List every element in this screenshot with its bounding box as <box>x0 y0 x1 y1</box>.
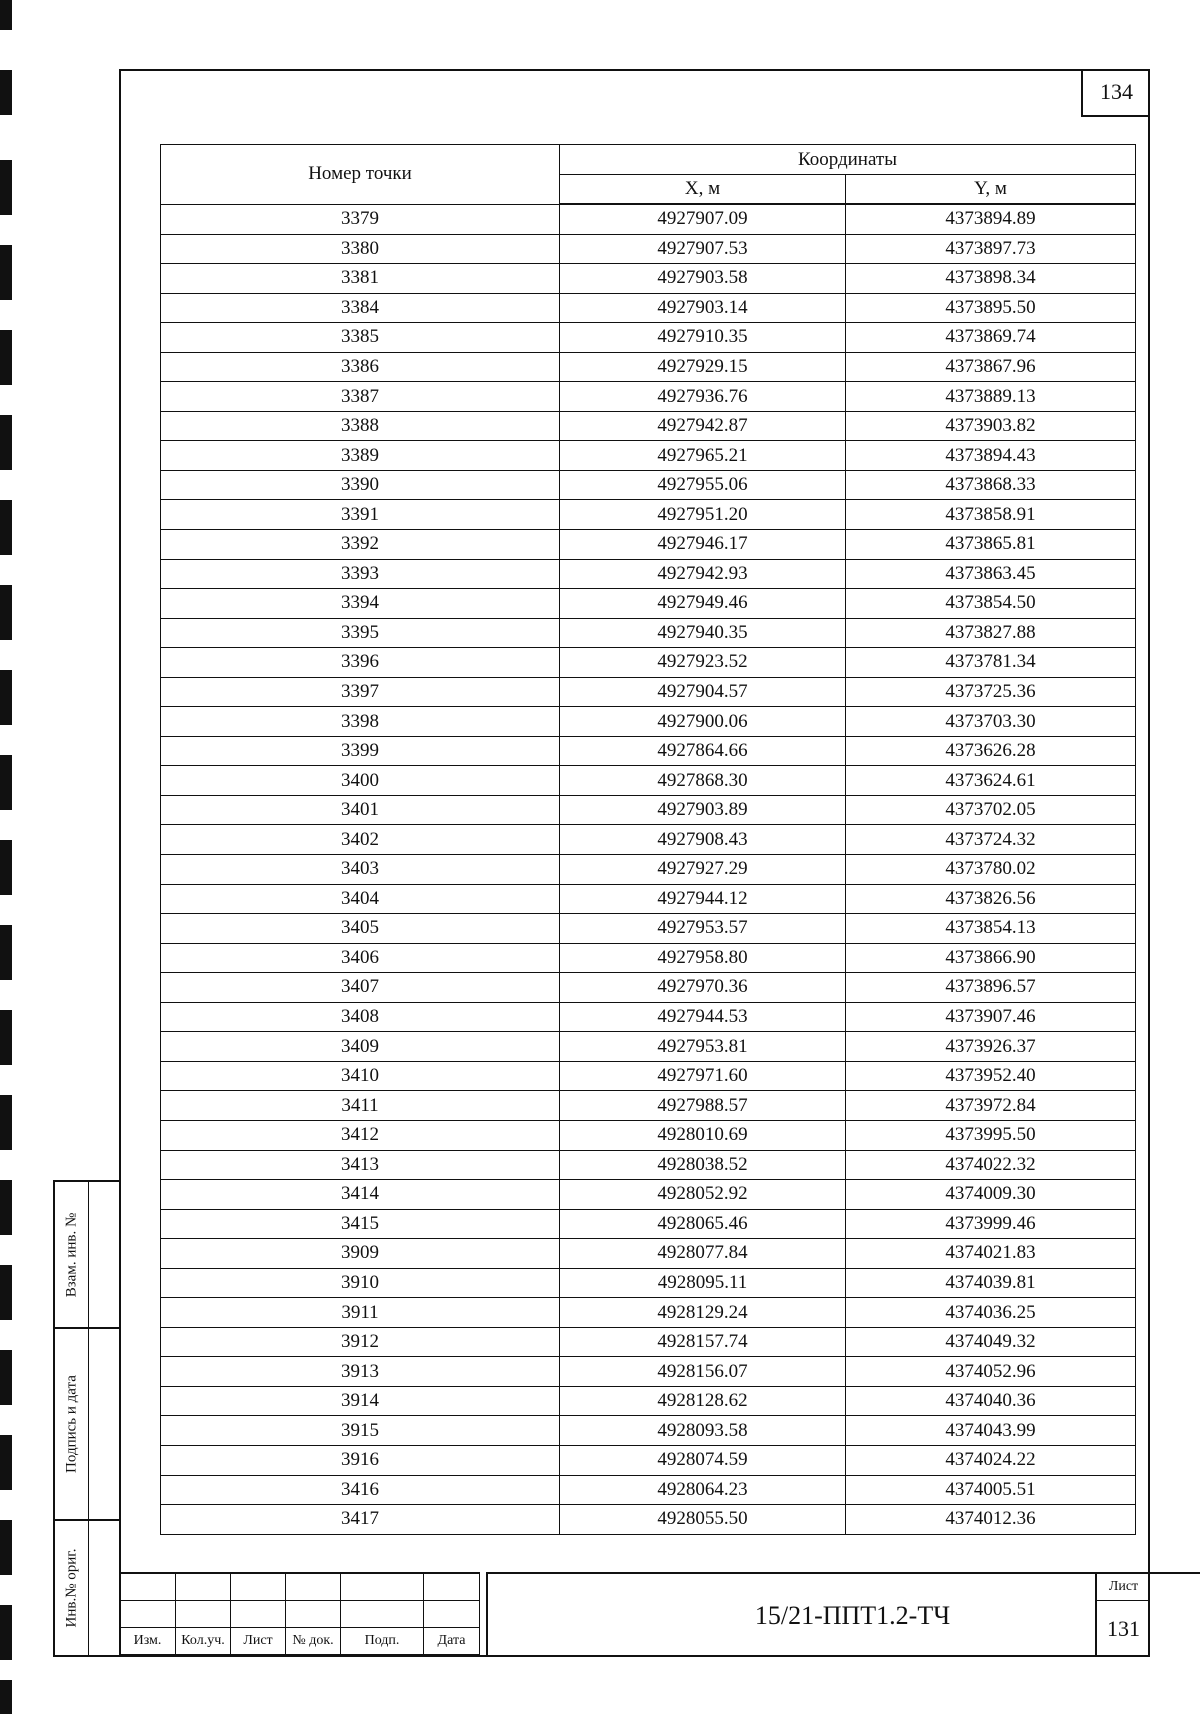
point-number-cell: 3409 <box>161 1032 560 1062</box>
table-row <box>161 1239 1136 1269</box>
x-coordinate-cell: 4927953.81 <box>560 1032 846 1062</box>
y-coordinate-cell: 4373780.02 <box>846 855 1136 885</box>
binding-mark <box>0 925 12 980</box>
y-coordinate-cell: 4373999.46 <box>846 1209 1136 1239</box>
header-point-number: Номер точки <box>161 145 560 205</box>
table-row <box>161 914 1136 944</box>
signature-date-label: Подпись и дата <box>63 1375 79 1473</box>
x-coordinate-cell: 4927940.35 <box>560 618 846 648</box>
document-code: 15/21-ППТ1.2-ТЧ <box>486 1572 1200 1657</box>
table-row <box>161 1032 1136 1062</box>
point-number-cell: 3402 <box>161 825 560 855</box>
point-number-cell: 3391 <box>161 500 560 530</box>
point-number-cell: 3413 <box>161 1150 560 1180</box>
binding-mark <box>0 1350 12 1405</box>
point-number-cell: 3415 <box>161 1209 560 1239</box>
x-coordinate-cell: 4927929.15 <box>560 352 846 382</box>
x-coordinate-cell: 4927946.17 <box>560 530 846 560</box>
binding-mark <box>0 1520 12 1575</box>
x-coordinate-cell: 4928095.11 <box>560 1268 846 1298</box>
point-number-cell: 3384 <box>161 293 560 323</box>
table-row <box>161 411 1136 441</box>
point-number-cell: 3406 <box>161 943 560 973</box>
table-row <box>161 234 1136 264</box>
y-coordinate-cell: 4373867.96 <box>846 352 1136 382</box>
y-coordinate-cell: 4373972.84 <box>846 1091 1136 1121</box>
point-number-cell: 3389 <box>161 441 560 471</box>
binding-mark <box>0 330 12 385</box>
table-row <box>161 441 1136 471</box>
table-row <box>161 1120 1136 1150</box>
y-coordinate-cell: 4373863.45 <box>846 559 1136 589</box>
x-coordinate-cell: 4928093.58 <box>560 1416 846 1446</box>
x-coordinate-cell: 4928055.50 <box>560 1505 846 1535</box>
y-coordinate-cell: 4374040.36 <box>846 1386 1136 1416</box>
x-coordinate-cell: 4927965.21 <box>560 441 846 471</box>
x-coordinate-cell: 4927904.57 <box>560 677 846 707</box>
y-coordinate-cell: 4373898.34 <box>846 264 1136 294</box>
x-coordinate-cell: 4928129.24 <box>560 1298 846 1328</box>
point-number-cell: 3417 <box>161 1505 560 1535</box>
y-coordinate-cell: 4373858.91 <box>846 500 1136 530</box>
table-body <box>161 204 1136 1534</box>
x-coordinate-cell: 4927951.20 <box>560 500 846 530</box>
y-coordinate-cell: 4374022.32 <box>846 1150 1136 1180</box>
x-coordinate-cell: 4927910.35 <box>560 323 846 353</box>
coordinates-table <box>160 144 1136 1535</box>
table-row <box>161 1180 1136 1210</box>
x-coordinate-cell: 4927958.80 <box>560 943 846 973</box>
y-coordinate-cell: 4374043.99 <box>846 1416 1136 1446</box>
x-coordinate-cell: 4927942.87 <box>560 411 846 441</box>
y-coordinate-cell: 4373952.40 <box>846 1061 1136 1091</box>
y-coordinate-cell: 4374012.36 <box>846 1505 1136 1535</box>
point-number-cell: 3404 <box>161 884 560 914</box>
point-number-cell: 3379 <box>161 204 560 234</box>
y-coordinate-cell: 4373724.32 <box>846 825 1136 855</box>
header-coordinates: Координаты <box>560 145 1136 175</box>
point-number-cell: 3407 <box>161 973 560 1003</box>
table-row <box>161 677 1136 707</box>
orig-inv-label: Инв.№ ориг. <box>63 1548 79 1628</box>
x-coordinate-cell: 4927868.30 <box>560 766 846 796</box>
table-row <box>161 795 1136 825</box>
table-row <box>161 1150 1136 1180</box>
col-signature: Подп. <box>341 1628 424 1655</box>
x-coordinate-cell: 4927927.29 <box>560 855 846 885</box>
x-coordinate-cell: 4927864.66 <box>560 736 846 766</box>
binding-mark <box>0 70 12 115</box>
point-number-cell: 3400 <box>161 766 560 796</box>
point-number-cell: 3393 <box>161 559 560 589</box>
binding-mark <box>0 500 12 555</box>
point-number-cell: 3392 <box>161 530 560 560</box>
x-coordinate-cell: 4928157.74 <box>560 1327 846 1357</box>
table-row <box>161 1209 1136 1239</box>
table-row <box>161 766 1136 796</box>
y-coordinate-cell: 4373624.61 <box>846 766 1136 796</box>
x-coordinate-cell: 4928077.84 <box>560 1239 846 1269</box>
y-coordinate-cell: 4373826.56 <box>846 884 1136 914</box>
table-row <box>161 352 1136 382</box>
point-number-cell: 3385 <box>161 323 560 353</box>
binding-mark <box>0 840 12 895</box>
y-coordinate-cell: 4374039.81 <box>846 1268 1136 1298</box>
point-number-cell: 3416 <box>161 1475 560 1505</box>
table-row <box>161 943 1136 973</box>
table-row <box>161 618 1136 648</box>
title-block <box>119 1572 1150 1657</box>
replaced-inv-label: Взам. инв. № <box>63 1212 79 1297</box>
table-row <box>161 1002 1136 1032</box>
side-stamp-signature-date <box>53 1327 120 1521</box>
table-row <box>161 736 1136 766</box>
x-coordinate-cell: 4928010.69 <box>560 1120 846 1150</box>
y-coordinate-cell: 4373854.50 <box>846 589 1136 619</box>
table-row <box>161 293 1136 323</box>
y-coordinate-cell: 4374036.25 <box>846 1298 1136 1328</box>
x-coordinate-cell: 4927944.53 <box>560 1002 846 1032</box>
point-number-cell: 3386 <box>161 352 560 382</box>
point-number-cell: 3398 <box>161 707 560 737</box>
binding-mark <box>0 1010 12 1065</box>
table-row <box>161 1445 1136 1475</box>
table-row <box>161 1386 1136 1416</box>
table-row <box>161 1298 1136 1328</box>
x-coordinate-cell: 4927971.60 <box>560 1061 846 1091</box>
y-coordinate-cell: 4373869.74 <box>846 323 1136 353</box>
binding-mark <box>0 755 12 810</box>
binding-mark <box>0 0 12 30</box>
binding-mark <box>0 1435 12 1490</box>
x-coordinate-cell: 4928128.62 <box>560 1386 846 1416</box>
side-stamp-replaced-inv <box>53 1180 120 1329</box>
point-number-cell: 3408 <box>161 1002 560 1032</box>
y-coordinate-cell: 4373725.36 <box>846 677 1136 707</box>
x-coordinate-cell: 4928156.07 <box>560 1357 846 1387</box>
binding-mark <box>0 1605 12 1660</box>
y-coordinate-cell: 4373896.57 <box>846 973 1136 1003</box>
y-coordinate-cell: 4374021.83 <box>846 1239 1136 1269</box>
y-coordinate-cell: 4373889.13 <box>846 382 1136 412</box>
y-coordinate-cell: 4374052.96 <box>846 1357 1136 1387</box>
revision-grid <box>119 1572 480 1655</box>
col-doc-no: № док. <box>286 1628 341 1655</box>
point-number-cell: 3388 <box>161 411 560 441</box>
x-coordinate-cell: 4927907.53 <box>560 234 846 264</box>
x-coordinate-cell: 4928052.92 <box>560 1180 846 1210</box>
point-number-cell: 3403 <box>161 855 560 885</box>
point-number-cell: 3913 <box>161 1357 560 1387</box>
y-coordinate-cell: 4373895.50 <box>846 293 1136 323</box>
binding-mark <box>0 245 12 300</box>
table-row <box>161 884 1136 914</box>
y-coordinate-cell: 4373897.73 <box>846 234 1136 264</box>
y-coordinate-cell: 4373868.33 <box>846 470 1136 500</box>
binding-mark <box>0 415 12 470</box>
table-row <box>161 589 1136 619</box>
table-row <box>161 855 1136 885</box>
point-number-cell: 3394 <box>161 589 560 619</box>
y-coordinate-cell: 4374005.51 <box>846 1475 1136 1505</box>
x-coordinate-cell: 4927944.12 <box>560 884 846 914</box>
col-date: Дата <box>424 1628 480 1655</box>
table-row <box>161 500 1136 530</box>
x-coordinate-cell: 4927949.46 <box>560 589 846 619</box>
point-number-cell: 3916 <box>161 1445 560 1475</box>
point-number-cell: 3381 <box>161 264 560 294</box>
point-number-cell: 3410 <box>161 1061 560 1091</box>
col-izm: Изм. <box>120 1628 176 1655</box>
x-coordinate-cell: 4927903.14 <box>560 293 846 323</box>
point-number-cell: 3387 <box>161 382 560 412</box>
point-number-cell: 3911 <box>161 1298 560 1328</box>
y-coordinate-cell: 4373903.82 <box>846 411 1136 441</box>
y-coordinate-cell: 4373894.89 <box>846 204 1136 234</box>
x-coordinate-cell: 4927953.57 <box>560 914 846 944</box>
x-coordinate-cell: 4927988.57 <box>560 1091 846 1121</box>
page-number: 134 <box>1081 69 1150 117</box>
binding-mark <box>0 160 12 215</box>
point-number-cell: 3909 <box>161 1239 560 1269</box>
table-row <box>161 1061 1136 1091</box>
point-number-cell: 3399 <box>161 736 560 766</box>
x-coordinate-cell: 4927903.58 <box>560 264 846 294</box>
table-row <box>161 1091 1136 1121</box>
table-row <box>161 648 1136 678</box>
point-number-cell: 3395 <box>161 618 560 648</box>
table-row <box>161 1416 1136 1446</box>
x-coordinate-cell: 4928065.46 <box>560 1209 846 1239</box>
table-row <box>161 973 1136 1003</box>
y-coordinate-cell: 4373781.34 <box>846 648 1136 678</box>
table-row <box>161 204 1136 234</box>
y-coordinate-cell: 4373827.88 <box>846 618 1136 648</box>
y-coordinate-cell: 4373865.81 <box>846 530 1136 560</box>
table-row <box>161 530 1136 560</box>
x-coordinate-cell: 4927970.36 <box>560 973 846 1003</box>
y-coordinate-cell: 4373866.90 <box>846 943 1136 973</box>
x-coordinate-cell: 4927955.06 <box>560 470 846 500</box>
binding-mark <box>0 585 12 640</box>
y-coordinate-cell: 4373702.05 <box>846 795 1136 825</box>
x-coordinate-cell: 4927900.06 <box>560 707 846 737</box>
col-kol-uch: Кол.уч. <box>176 1628 231 1655</box>
point-number-cell: 3912 <box>161 1327 560 1357</box>
table-row <box>161 1268 1136 1298</box>
point-number-cell: 3910 <box>161 1268 560 1298</box>
y-coordinate-cell: 4373854.13 <box>846 914 1136 944</box>
x-coordinate-cell: 4927908.43 <box>560 825 846 855</box>
point-number-cell: 3411 <box>161 1091 560 1121</box>
table-row <box>161 1327 1136 1357</box>
table-row <box>161 1475 1136 1505</box>
table-row <box>161 470 1136 500</box>
point-number-cell: 3397 <box>161 677 560 707</box>
binding-mark <box>0 1095 12 1150</box>
point-number-cell: 3401 <box>161 795 560 825</box>
header-x: X, м <box>560 175 846 205</box>
point-number-cell: 3396 <box>161 648 560 678</box>
table-row <box>161 382 1136 412</box>
x-coordinate-cell: 4927936.76 <box>560 382 846 412</box>
sheet-number: 131 <box>1095 1600 1150 1657</box>
y-coordinate-cell: 4374009.30 <box>846 1180 1136 1210</box>
x-coordinate-cell: 4928038.52 <box>560 1150 846 1180</box>
table-row <box>161 1505 1136 1535</box>
point-number-cell: 3390 <box>161 470 560 500</box>
y-coordinate-cell: 4373626.28 <box>846 736 1136 766</box>
point-number-cell: 3915 <box>161 1416 560 1446</box>
x-coordinate-cell: 4928064.23 <box>560 1475 846 1505</box>
x-coordinate-cell: 4927903.89 <box>560 795 846 825</box>
y-coordinate-cell: 4373703.30 <box>846 707 1136 737</box>
y-coordinate-cell: 4374024.22 <box>846 1445 1136 1475</box>
y-coordinate-cell: 4374049.32 <box>846 1327 1136 1357</box>
table-row <box>161 323 1136 353</box>
col-list: Лист <box>231 1628 286 1655</box>
y-coordinate-cell: 4373907.46 <box>846 1002 1136 1032</box>
header-y: Y, м <box>846 175 1136 205</box>
y-coordinate-cell: 4373926.37 <box>846 1032 1136 1062</box>
binding-mark <box>0 1180 12 1235</box>
y-coordinate-cell: 4373995.50 <box>846 1120 1136 1150</box>
point-number-cell: 3412 <box>161 1120 560 1150</box>
table-row <box>161 1357 1136 1387</box>
binding-mark <box>0 1680 12 1714</box>
x-coordinate-cell: 4928074.59 <box>560 1445 846 1475</box>
point-number-cell: 3414 <box>161 1180 560 1210</box>
point-number-cell: 3380 <box>161 234 560 264</box>
table-row <box>161 559 1136 589</box>
table-row <box>161 707 1136 737</box>
table-row <box>161 264 1136 294</box>
point-number-cell: 3914 <box>161 1386 560 1416</box>
point-number-cell: 3405 <box>161 914 560 944</box>
sheet-label: Лист <box>1095 1572 1150 1600</box>
binding-mark <box>0 670 12 725</box>
binding-mark <box>0 1265 12 1320</box>
side-stamp-orig-inv <box>53 1519 120 1657</box>
y-coordinate-cell: 4373894.43 <box>846 441 1136 471</box>
x-coordinate-cell: 4927907.09 <box>560 204 846 234</box>
x-coordinate-cell: 4927923.52 <box>560 648 846 678</box>
table-row <box>161 825 1136 855</box>
x-coordinate-cell: 4927942.93 <box>560 559 846 589</box>
